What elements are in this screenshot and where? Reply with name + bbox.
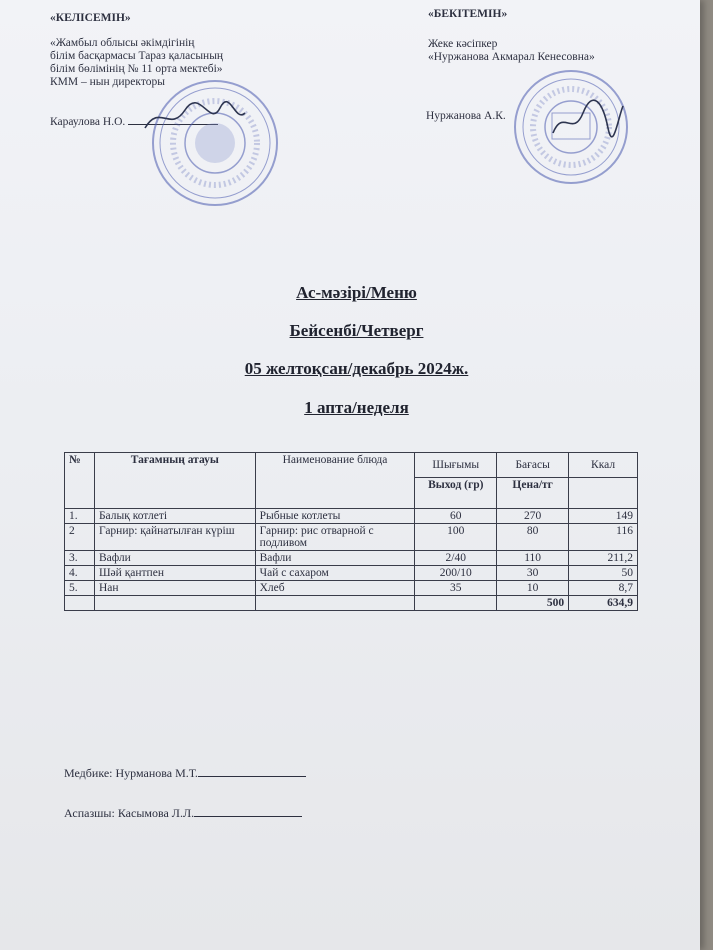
cell-price: 30 <box>497 566 569 581</box>
cell-kz: Гарнир: қайнатылған күріш <box>94 524 255 551</box>
cell-price: 270 <box>497 509 569 524</box>
cell-no: 5. <box>65 581 95 596</box>
cell-kz: Вафли <box>94 551 255 566</box>
total-kcal: 634,9 <box>569 596 638 611</box>
cook-signature-line: Аспазшы: Касымова Л.Л. <box>64 806 302 821</box>
day-title: Бейсенбі/Четверг <box>289 321 424 340</box>
cell-kz: Шәй қантпен <box>94 566 255 581</box>
cell-ru: Рыбные котлеты <box>255 509 415 524</box>
approval-heading-left: «КЕЛІСЕМІН» <box>50 12 131 24</box>
cell-ru: Хлеб <box>255 581 415 596</box>
table-row <box>65 551 638 566</box>
cell-output: 60 <box>415 509 497 524</box>
cell-output: 35 <box>415 581 497 596</box>
cell-price: 10 <box>497 581 569 596</box>
col-header-kz: Тағамның атауы <box>94 453 255 509</box>
week-title: 1 апта/неделя <box>304 398 409 417</box>
cell-price: 80 <box>497 524 569 551</box>
cell-kcal: 149 <box>569 509 638 524</box>
menu-table <box>64 452 638 611</box>
table-total-row <box>65 596 638 611</box>
right-line-2: «Нуржанова Акмарал Кенесовна» <box>428 51 595 63</box>
subheader-output: Выход (гр) <box>415 478 497 509</box>
date-title: 05 желтоқсан/декабрь 2024ж. <box>244 359 469 378</box>
table-header-row <box>65 453 638 478</box>
total-price: 500 <box>497 596 569 611</box>
cell-no: 3. <box>65 551 95 566</box>
cell-output: 2/40 <box>415 551 497 566</box>
left-line-1: «Жамбыл облысы әкімдігінің <box>50 37 195 49</box>
cell-ru: Гарнир: рис отварной с подливом <box>255 524 415 551</box>
table-row <box>65 524 638 551</box>
cell-kz: Нан <box>94 581 255 596</box>
approval-heading-right: «БЕКІТЕМІН» <box>428 8 508 20</box>
right-line-1: Жеке кәсіпкер <box>428 38 498 50</box>
cell-kcal: 116 <box>569 524 638 551</box>
subheader-kcal-empty <box>569 478 638 509</box>
col-header-output: Шығымы <box>415 453 497 478</box>
col-header-no: № <box>65 453 95 509</box>
cell-kcal: 8,7 <box>569 581 638 596</box>
cell-no: 4. <box>65 566 95 581</box>
col-header-kcal: Ккал <box>569 453 638 478</box>
col-header-price: Бағасы <box>497 453 569 478</box>
nurse-signature-line: Медбике: Нурманова М.Т. <box>64 766 306 781</box>
cell-no: 1. <box>65 509 95 524</box>
table-row <box>65 509 638 524</box>
menu-title: Ас-мәзірі/Меню <box>296 283 417 302</box>
right-org-block <box>428 38 595 64</box>
cell-no: 2 <box>65 524 95 551</box>
left-org-block <box>50 37 223 89</box>
col-header-ru: Наименование блюда <box>255 453 415 509</box>
left-signer: Караулова Н.О. <box>50 114 218 129</box>
subheader-price: Цена/тг <box>497 478 569 509</box>
table-row <box>65 566 638 581</box>
right-signer: Нуржанова А.К. <box>426 110 506 122</box>
cell-ru: Чай с сахаром <box>255 566 415 581</box>
cell-ru: Вафли <box>255 551 415 566</box>
cell-output: 100 <box>415 524 497 551</box>
cell-kz: Балық котлеті <box>94 509 255 524</box>
cell-kcal: 211,2 <box>569 551 638 566</box>
cell-output: 200/10 <box>415 566 497 581</box>
cell-kcal: 50 <box>569 566 638 581</box>
left-line-2: білім басқармасы Тараз қаласының <box>50 50 224 62</box>
left-line-4: КММ – нын директоры <box>50 76 165 88</box>
cell-price: 110 <box>497 551 569 566</box>
left-line-3: білім бөлімінің № 11 орта мектебі» <box>50 63 223 75</box>
table-row <box>65 581 638 596</box>
